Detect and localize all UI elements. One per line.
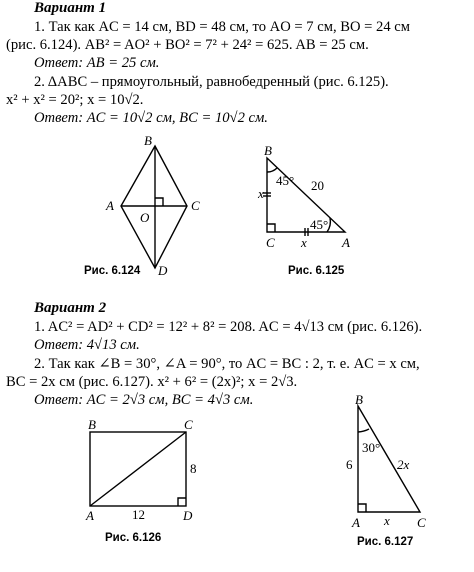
fig124-label-c: C bbox=[191, 198, 200, 213]
fig127-bottom: x bbox=[384, 513, 390, 528]
variant2-heading: Вариант 2 bbox=[34, 300, 107, 316]
fig125-label-b: B bbox=[264, 143, 272, 158]
fig126-label-d: D bbox=[183, 508, 193, 523]
v1-line-1: 1. Так как AC = 14 см, BD = 48 см, то AO = 7 см, BO = 24 см bbox=[34, 19, 410, 35]
fig124-label-d: D bbox=[158, 263, 168, 278]
fig127-label-a: A bbox=[352, 515, 360, 530]
fig124-label-b: B bbox=[144, 133, 152, 148]
fig125-label-a: A bbox=[342, 235, 350, 250]
fig125-caption: Рис. 6.125 bbox=[288, 265, 345, 277]
v1-answer-1: Ответ: AB = 25 см. bbox=[34, 55, 160, 71]
fig126-label-b: B bbox=[88, 417, 96, 432]
v1-line-2: (рис. 6.124). AB² = AO² + BO² = 7² + 24² = 625. AB = 25 см. bbox=[6, 37, 369, 53]
v1-answer-2: Ответ: AC = 10√2 см, BC = 10√2 см. bbox=[34, 110, 268, 126]
fig125-label-x-bottom: x bbox=[301, 235, 307, 250]
fig124-label-a: A bbox=[106, 198, 114, 213]
fig124-label-o: O bbox=[140, 210, 150, 225]
fig126-label-c: C bbox=[184, 417, 193, 432]
fig126-caption: Рис. 6.126 bbox=[105, 532, 162, 544]
fig125-hyp: 20 bbox=[311, 178, 324, 193]
fig127-label-b: B bbox=[355, 392, 363, 407]
fig127-angle: 30° bbox=[362, 440, 381, 455]
fig125-angle-a: 45° bbox=[310, 217, 329, 232]
fig126-bottom: 12 bbox=[132, 507, 145, 522]
v1-line-4: x² + x² = 20²; x = 10√2. bbox=[6, 92, 144, 108]
v2-line-1: 1. AC² = AD² + CD² = 12² + 8² = 208. AC = 4√13 см (рис. 6.126). bbox=[34, 319, 423, 335]
fig127-label-c: C bbox=[417, 515, 426, 530]
fig127-left: 6 bbox=[346, 457, 353, 472]
fig125-label-x-left: x bbox=[258, 186, 264, 201]
v2-answer-2: Ответ: AC = 2√3 см, BC = 4√3 см. bbox=[34, 392, 254, 408]
variant1-heading: Вариант 1 bbox=[34, 0, 107, 16]
fig124-caption: Рис. 6.124 bbox=[84, 265, 141, 277]
fig126-side: 8 bbox=[190, 461, 197, 476]
v1-line-3: 2. ΔABC – прямоугольный, равнобедренный (рис. 6.125). bbox=[34, 74, 389, 90]
fig125-label-c: C bbox=[266, 235, 275, 250]
fig127-hyp: 2x bbox=[397, 457, 410, 472]
fig127-caption: Рис. 6.127 bbox=[357, 536, 414, 548]
v2-line-3: BC = 2x см (рис. 6.127). x² + 6² = (2x)²; x = 2√3. bbox=[6, 374, 298, 390]
v2-answer-1: Ответ: 4√13 см. bbox=[34, 337, 140, 353]
fig125-angle-b: 45° bbox=[276, 173, 295, 188]
fig126-label-a: A bbox=[86, 508, 94, 523]
v2-line-2: 2. Так как ∠B = 30°, ∠A = 90°, то AC = BC : 2, т. е. AC = x см, bbox=[34, 356, 420, 372]
